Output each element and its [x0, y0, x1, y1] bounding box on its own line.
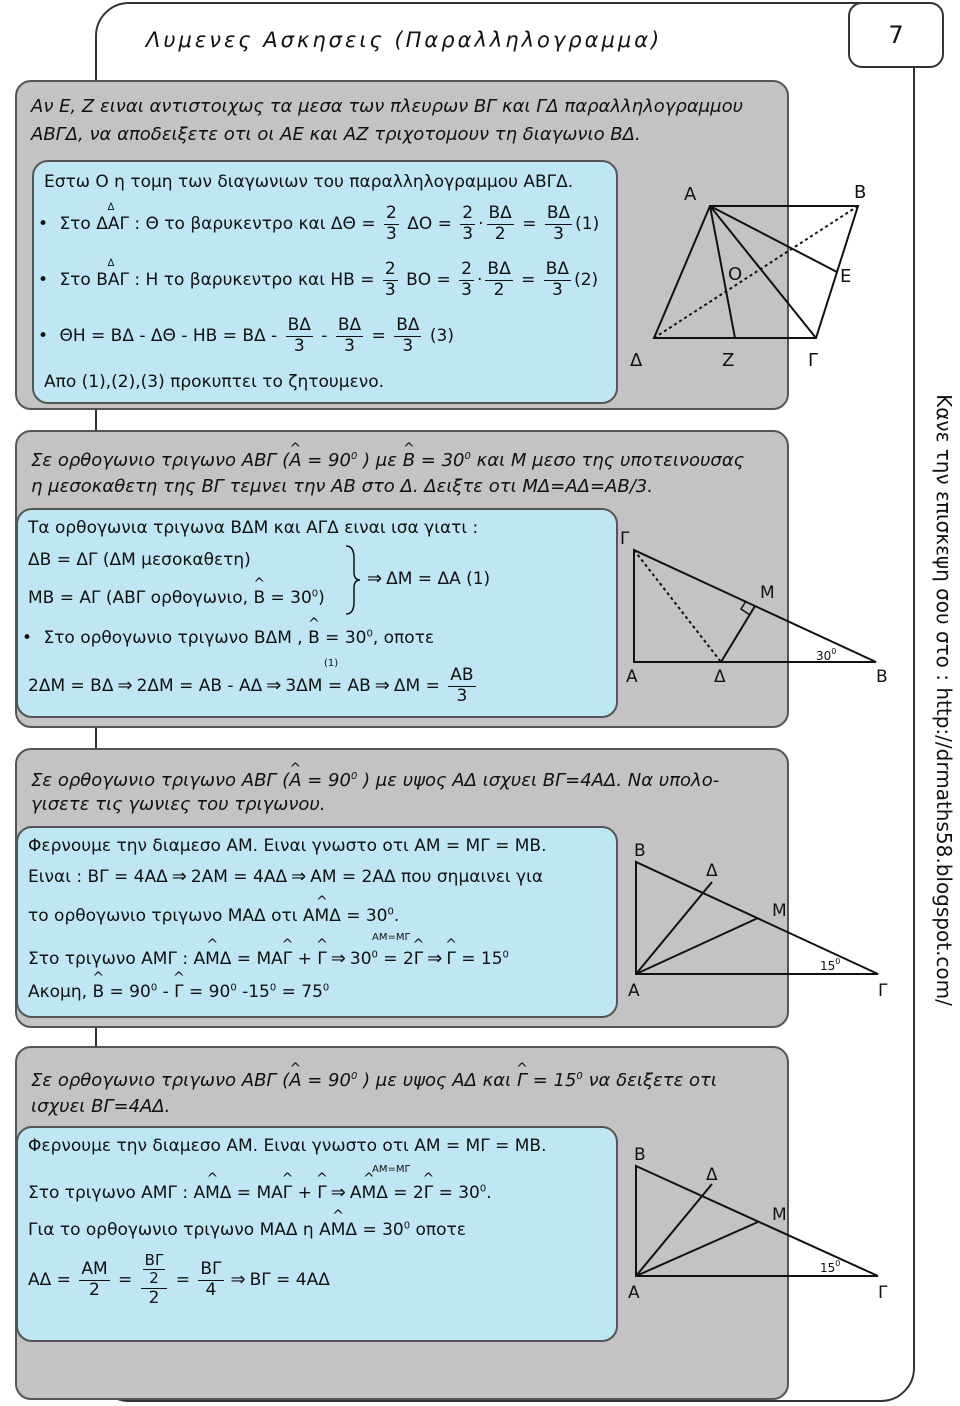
text: = 30 — [265, 588, 312, 608]
exercise-3-problem-line-2: γισετε τις γωνιες του τριγωνου. — [31, 794, 326, 815]
text: = — [366, 326, 392, 347]
text: Σε ορθογωνιο τριγωνο ΑΒΓ ( — [31, 770, 290, 791]
ex1-intro: Εστω Ο η τομη των διαγωνιων του παραλληλογραμμου ΑΒΓΔ. — [44, 172, 574, 192]
degree: 0 — [322, 982, 330, 994]
exercise-1-problem-line-2: ΑΒΓΔ, να αποδειξετε οτι οι ΑΕ και ΑΖ τριχοτομουν τη διαγωνιο ΒΔ. — [31, 124, 641, 145]
ex2-brace-result — [363, 568, 490, 589]
text: ) — [318, 588, 325, 608]
den: 2 — [149, 1269, 159, 1288]
text: ΔΜ = ΔΑ (1) — [386, 569, 491, 589]
text: Σε ορθογωνιο τριγωνο ΑΒΓ ( — [31, 1070, 290, 1091]
label-b: Β — [854, 182, 867, 203]
text: = 90 — [301, 770, 351, 791]
implies-arrow: ⇒ — [171, 866, 187, 887]
degree: 0 — [479, 1183, 487, 1195]
text: να δειξετε οτι — [582, 1070, 717, 1091]
num: 2 — [461, 259, 472, 279]
exercise-4-solution — [16, 1126, 618, 1342]
right-triangle-figure-15-b — [622, 1134, 908, 1306]
label-m: Μ — [772, 1205, 787, 1225]
right-triangle-figure-30 — [618, 520, 908, 690]
side-note — [930, 394, 958, 1006]
implies-arrow: ⇒ — [291, 866, 307, 887]
implies-arrow: ⇒ — [330, 1182, 346, 1203]
num: ΒΓ — [200, 1258, 222, 1279]
num: ΒΔ — [396, 315, 420, 335]
equation-number: (1) — [575, 214, 600, 235]
num: ΒΓ — [144, 1251, 164, 1269]
angle-label: $15^0$ — [820, 957, 841, 973]
exercise-3-solution — [16, 826, 618, 1018]
fraction — [198, 1260, 223, 1300]
angle-b: ^ Β — [92, 982, 104, 1002]
label-z: Ζ — [722, 350, 735, 371]
ex2-ref-label: (1) — [324, 658, 339, 669]
text: 2ΑΜ = 4ΑΔ — [190, 867, 288, 887]
label-d: Δ — [630, 350, 643, 371]
text: ΔΟ = — [401, 214, 458, 235]
label-d: Δ — [706, 1165, 718, 1185]
angle-a: ^ Α — [289, 1066, 301, 1096]
degree: 0 — [350, 1071, 358, 1082]
text: το ορθογωνιο τριγωνο ΜΑΔ οτι Α — [28, 906, 315, 926]
label-g: Γ — [808, 350, 819, 371]
num: ΒΔ — [545, 259, 570, 279]
text: . — [486, 1183, 492, 1203]
triangle-name: ∆ ΒΑΓ — [96, 270, 129, 290]
label-a: Α — [626, 667, 638, 687]
ex4-step-3 — [28, 1220, 466, 1240]
angle-vertex: ^ Μ — [331, 1220, 346, 1240]
degree: 0 — [403, 1220, 411, 1232]
num: ΒΔ — [488, 203, 512, 223]
degree: 0 — [464, 451, 471, 462]
text: 3ΔΜ = ΑΒ — [285, 676, 371, 697]
label-b: Β — [634, 1145, 646, 1165]
fraction — [545, 204, 572, 244]
ex4-step-2 — [28, 1182, 492, 1203]
degree: 0 — [576, 1071, 583, 1082]
fraction — [394, 316, 421, 356]
blog-link[interactable]: Κανε την επισκεψη σου στο : http://drmaths58.blogspot.com/ — [932, 394, 956, 1006]
fraction — [384, 204, 399, 244]
text: = 75 — [276, 982, 323, 1002]
den: 2 — [494, 223, 506, 244]
den: 2 — [89, 1279, 100, 1300]
fraction — [544, 260, 571, 300]
angle-g: ^ Γ — [414, 949, 423, 969]
label-o: Ο — [728, 264, 743, 285]
ex3-step-1: Φερνουμε την διαμεσο ΑΜ. Ειναι γνωστο οτι ΑΜ = ΜΓ = ΜΒ. — [28, 836, 547, 856]
angle-g: ^ Γ — [424, 1183, 433, 1203]
angle-vertex: ^ Μ — [315, 906, 330, 926]
text: , οποτε — [372, 628, 435, 648]
label-m: Μ — [772, 901, 787, 921]
fraction — [336, 316, 363, 356]
num: 2 — [462, 203, 474, 223]
implies-arrow: ⇒ — [117, 675, 133, 697]
text: Δ = ΜΑ — [219, 949, 283, 969]
inner-fraction — [143, 1252, 166, 1288]
triangle-name: ∆ ΔΑΓ — [96, 214, 129, 234]
text: Στο — [59, 270, 97, 291]
text: 2ΔΜ = ΒΔ — [28, 676, 114, 697]
text: = — [516, 214, 542, 235]
degree: 0 — [269, 982, 277, 994]
label-b: Β — [634, 841, 646, 861]
implies-arrow: ⇒ — [266, 675, 282, 697]
text: Για το ορθογωνιο τριγωνο ΜΑΔ η Α — [28, 1220, 331, 1240]
den: 3 — [462, 223, 474, 244]
num: 2 — [384, 259, 396, 279]
ex2-step-1: Τα ορθογωνια τριγωνα ΒΔΜ και ΑΓΔ ειναι ισα γιατι : — [28, 518, 479, 538]
degree: 0 — [150, 982, 158, 994]
text: = 90 — [104, 982, 151, 1002]
fraction — [141, 1252, 168, 1308]
altitude-ad — [636, 1184, 712, 1276]
ex2-step-4 — [22, 628, 434, 648]
angle-b: ^ Β — [403, 446, 415, 476]
text: Στο τριγωνο ΑΜΓ : Α — [28, 1183, 206, 1203]
den: 3 — [402, 335, 414, 356]
num: ΒΔ — [487, 259, 511, 279]
label-a: Α — [684, 184, 697, 205]
angle-a: ^ Α — [289, 766, 301, 796]
label-g: Γ — [878, 981, 888, 1001]
ex2-step-5 — [28, 666, 479, 706]
diagonal-bd — [654, 206, 858, 338]
ex4-step-4 — [28, 1252, 330, 1308]
implies-arrow: ⇒ — [374, 675, 390, 697]
text: ΔΜ = — [393, 676, 446, 697]
ex2-step-2: ΔΒ = ΔΓ (ΔΜ μεσοκαθετη) — [28, 550, 251, 570]
angle-label: $15^0$ — [820, 1259, 841, 1275]
text: = 30 — [415, 450, 465, 471]
den: 3 — [461, 279, 472, 300]
num: ΒΔ — [337, 315, 362, 335]
implies-arrow: ⇒ — [367, 568, 383, 589]
text: = 30 — [319, 628, 367, 648]
angle-vertex: ^ Μ — [362, 1183, 377, 1203]
implies-arrow: ⇒ — [427, 948, 443, 969]
exercise-1-problem-line-1: Αν Ε, Ζ ειναι αντιστοιχως τα μεσα των πλευρων ΒΓ και ΓΔ παραλληλογραμμου — [31, 96, 744, 117]
text: -15 — [236, 982, 270, 1002]
angle-vertex: ^ Γ — [283, 1183, 292, 1203]
num: ΒΔ — [287, 315, 311, 335]
label-g: Γ — [878, 1283, 888, 1303]
implies-arrow: ⇒ — [330, 948, 346, 969]
exercise-2-solution — [16, 508, 618, 718]
text: = 30 — [433, 1183, 480, 1203]
text: Δ = 30 — [345, 1220, 404, 1240]
den: 3 — [552, 279, 563, 300]
degree: 0 — [350, 771, 358, 782]
fraction — [79, 1260, 109, 1300]
ex3-step-4 — [28, 948, 509, 969]
text: Σε ορθογωνιο τριγωνο ΑΒΓ ( — [31, 450, 290, 471]
dot: · — [478, 214, 484, 235]
text: Στο τριγωνο ΑΜΓ : Α — [28, 949, 206, 969]
text: Στο — [59, 214, 97, 235]
dot: · — [477, 270, 483, 291]
text: 30 — [349, 949, 372, 969]
median-am — [636, 918, 758, 974]
ex3-step-5 — [28, 982, 329, 1002]
angle-label: $30^0$ — [816, 647, 837, 663]
fraction — [460, 204, 475, 244]
ex1-step-2 — [38, 260, 598, 300]
text: + — [292, 1183, 318, 1203]
right-triangle-figure-15 — [622, 832, 908, 1002]
fraction — [487, 204, 514, 244]
text: = 15 — [455, 949, 503, 969]
angle-vertex: ^ Μ — [205, 1183, 220, 1203]
text: = 90 — [301, 1070, 351, 1091]
label-e: Ε — [840, 266, 852, 287]
ex4-step-1: Φερνουμε την διαμεσο ΑΜ. Ειναι γνωστο οτι ΑΜ = ΜΓ = ΜΒ. — [28, 1136, 547, 1156]
exercise-1-solution — [32, 160, 618, 404]
exercise-2-problem-line-1 — [31, 442, 744, 476]
angle-g: ^ Γ — [317, 1183, 326, 1203]
text: ΒΓ = 4ΑΔ — [249, 1270, 330, 1291]
den: 2 — [493, 279, 505, 300]
angle-vertex: ^ Μ — [205, 949, 220, 969]
text: Ειναι : ΒΓ = 4ΑΔ — [28, 867, 168, 887]
degree: 0 — [502, 949, 509, 961]
fraction — [485, 260, 512, 300]
ex1-conclusion: Απο (1),(2),(3) προκυπτει το ζητουμενο. — [44, 372, 385, 392]
angle-g: ^ Γ — [174, 982, 183, 1002]
altitude-ad — [636, 882, 712, 974]
label-d: Δ — [706, 861, 718, 881]
text: ) με υψος ΑΔ ισχυει ΒΓ=4ΑΔ. Να υπολο- — [357, 770, 720, 791]
page-number: 7 — [848, 2, 944, 68]
text: ΑΔ = — [28, 1270, 77, 1291]
page-title: Λυμενες Ασκησεις (Παραλληλογραμμα) — [146, 28, 663, 52]
ex1-step-1 — [38, 204, 599, 244]
num: 2 — [385, 203, 397, 223]
text: = 2 — [377, 949, 414, 969]
text: Ακομη, — [28, 982, 93, 1002]
ex3-step-3 — [28, 906, 399, 926]
ex2-step-3 — [28, 588, 325, 608]
text: = 15 — [526, 1070, 577, 1091]
label-a: Α — [628, 981, 640, 1001]
text: ) με υψος ΑΔ και — [357, 1070, 517, 1091]
text: ΒΟ = — [400, 270, 457, 291]
den: 3 — [384, 279, 396, 300]
equation-number: (2) — [574, 270, 599, 291]
den: 4 — [205, 1279, 217, 1300]
ex4-ref-label: ΑΜ=ΜΓ — [372, 1164, 411, 1175]
text: ΑΜ = 2ΑΔ που σημαινει για — [310, 867, 544, 887]
label-d: Δ — [714, 667, 726, 687]
text: = — [170, 1270, 196, 1291]
num: ΑΒ — [450, 665, 474, 685]
median-am — [636, 1222, 758, 1276]
degree: 0 — [371, 949, 378, 961]
num: ΒΔ — [546, 203, 571, 223]
text: = 90 — [183, 982, 231, 1002]
exercise-4-problem-line-1 — [31, 1062, 717, 1096]
segment-gd — [634, 550, 721, 662]
den: 3 — [553, 223, 564, 244]
degree: 0 — [387, 906, 394, 918]
text: ΘΗ = ΒΔ - ΔΘ - ΗΒ = ΒΔ - — [59, 326, 283, 347]
text: - — [315, 326, 333, 347]
text: = — [515, 270, 541, 291]
fraction — [459, 260, 474, 300]
label-g: Γ — [620, 529, 630, 549]
fraction — [448, 666, 475, 706]
den: 3 — [344, 335, 355, 356]
text: Δ = ΜΑ — [219, 1183, 283, 1203]
brace — [344, 544, 362, 616]
text: Δ = 30 — [329, 906, 388, 926]
text: - — [157, 982, 175, 1002]
text: ) με — [357, 450, 403, 471]
den: 3 — [293, 335, 305, 356]
segment-ae — [710, 206, 837, 272]
num — [141, 1252, 168, 1289]
text: Στο ορθογωνιο τριγωνο ΒΔΜ , — [43, 628, 309, 648]
fraction — [286, 316, 313, 356]
text: . — [393, 906, 400, 926]
label-b: Β — [876, 667, 888, 687]
exercise-2-problem-line-2: η μεσοκαθετη της ΒΓ τεμνει την ΑΒ στο Δ. Δειξτε οτι ΜΔ=ΑΔ=ΑΒ/3. — [31, 476, 653, 497]
angle-g: ^ Γ — [446, 949, 455, 969]
text: = — [112, 1270, 138, 1291]
implies-arrow: ⇒ — [230, 1269, 246, 1291]
degree: 0 — [230, 982, 237, 994]
ex3-step-2 — [28, 866, 543, 887]
exercise-4-problem-line-2: ισχυει ΒΓ=4ΑΔ. — [31, 1096, 171, 1117]
text: = 90 — [301, 450, 351, 471]
degree: 0 — [311, 588, 319, 600]
ex3-ref-label: ΑΜ=ΜΓ — [372, 932, 411, 943]
angle-g: ^ Γ — [517, 1066, 527, 1096]
den: 3 — [385, 223, 397, 244]
fraction — [383, 260, 398, 300]
angle-b: ^ Β — [253, 588, 265, 608]
text: οποτε — [410, 1220, 466, 1240]
text: : Η το βαρυκεντρο και ΗΒ = — [128, 270, 380, 291]
degree: 0 — [350, 451, 358, 462]
num: ΑΜ — [81, 1258, 108, 1279]
angle-vertex: ^ Γ — [283, 949, 292, 969]
equation-number: (3) — [424, 326, 454, 347]
label-m: Μ — [760, 583, 775, 603]
den: 3 — [456, 685, 468, 706]
text: 2ΔΜ = ΑΒ - ΑΔ — [136, 676, 263, 697]
text: : Θ το βαρυκεντρο και ΔΘ = — [128, 214, 381, 235]
text: και Μ μεσο της υποτεινουσας — [470, 450, 745, 471]
text: ΜΒ = ΑΓ (ΑΒΓ ορθογωνιο, — [28, 588, 254, 608]
label-a: Α — [628, 1283, 640, 1303]
text: Δ = 2 — [376, 1183, 424, 1203]
text: Α — [349, 1183, 362, 1203]
angle-b: ^ Β — [308, 628, 320, 648]
degree: 0 — [366, 628, 373, 640]
parallelogram-figure — [622, 178, 900, 374]
den: 2 — [148, 1287, 160, 1308]
angle-a: ^ Α — [289, 446, 301, 476]
ex1-step-3 — [38, 316, 454, 356]
angle-g: ^ Γ — [317, 949, 326, 969]
text: + — [292, 949, 318, 969]
diagonal-ag — [710, 206, 816, 338]
